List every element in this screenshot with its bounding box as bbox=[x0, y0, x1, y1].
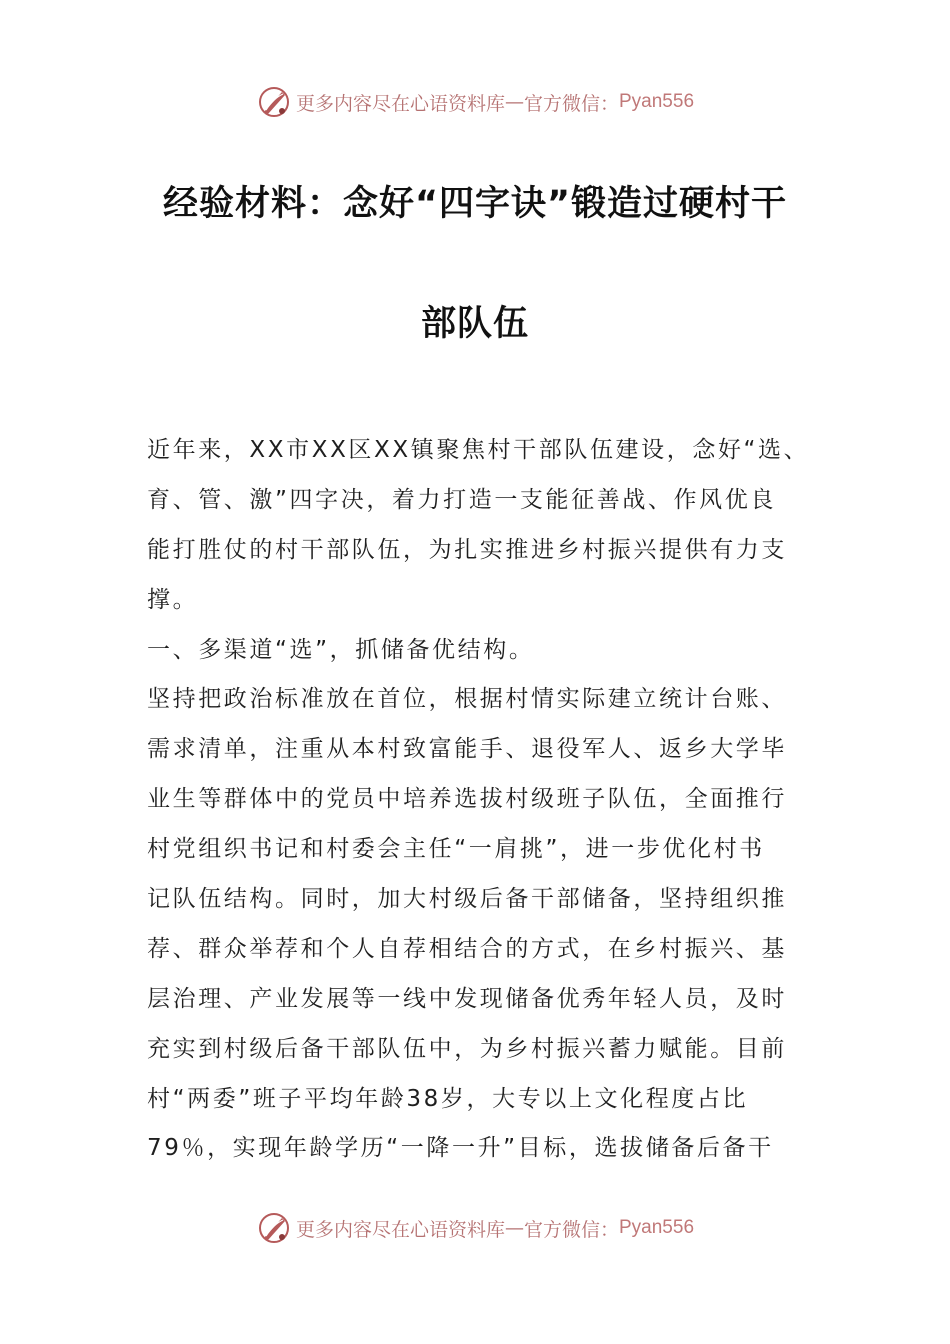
body-line: 育、管、激”四字决，着力打造一支能征善战、作风优良 bbox=[147, 486, 776, 513]
body-line: 业生等群体中的党员中培养选拔村级班子队伍，全面推行 bbox=[147, 786, 787, 813]
page-title-line-1: 经验材料：念好“四字诀”锻造过硬村干 bbox=[162, 184, 787, 224]
watermark-separator: — bbox=[504, 1217, 524, 1239]
body-line: 层治理、产业发展等一线中发现储备优秀年轻人员，及时 bbox=[147, 985, 787, 1012]
watermark-wechat-id: Pyan556 bbox=[619, 91, 695, 112]
body-line: 荐、群众举荐和个人自荐相结合的方式，在乡村振兴、基 bbox=[147, 935, 787, 962]
watermark-footer bbox=[0, 1208, 950, 1248]
body-line: 能打胜仗的村干部队伍，为扎实推进乡村振兴提供有力支 bbox=[147, 536, 787, 563]
watermark-separator: — bbox=[504, 91, 524, 113]
watermark-wechat-id: Pyan556 bbox=[619, 1217, 695, 1238]
body-line: 79％，实现年龄学历“一降一升”目标，选拔储备后备干 bbox=[147, 1135, 774, 1162]
quill-logo-icon bbox=[256, 1210, 292, 1246]
watermark-text: 更多内容尽在心语资料库 bbox=[295, 1218, 505, 1241]
watermark-label: 官方微信： bbox=[523, 1218, 619, 1241]
body-line: 记队伍结构。同时，加大村级后备干部储备，坚持组织推 bbox=[147, 886, 787, 913]
body-line: 需求清单，注重从本村致富能手、退役军人、返乡大学毕 bbox=[147, 736, 787, 763]
body-line: 坚持把政治标准放在首位，根据村情实际建立统计台账、 bbox=[147, 686, 787, 713]
page-title-line-2: 部队伍 bbox=[420, 304, 529, 344]
body-line: 撑。 bbox=[147, 586, 199, 613]
body-line: 充实到村级后备干部队伍中，为乡村振兴蓄力赋能。目前 bbox=[147, 1035, 787, 1062]
document-body bbox=[147, 426, 827, 1174]
watermark-text: 更多内容尽在心语资料库 bbox=[295, 92, 505, 115]
body-line: 村“两委”班子平均年龄38岁，大专以上文化程度占比 bbox=[147, 1085, 749, 1112]
body-line: 近年来，XX市XX区XX镇聚焦村干部队伍建设，念好“选、 bbox=[147, 437, 810, 463]
watermark-header bbox=[0, 82, 950, 122]
section-heading: 一、多渠道“选”，抓储备优结构。 bbox=[147, 636, 535, 663]
quill-logo-icon bbox=[256, 84, 292, 120]
body-line: 村党组织书记和村委会主任“一肩挑”，进一步优化村书 bbox=[147, 836, 765, 863]
watermark-label: 官方微信： bbox=[523, 92, 619, 115]
